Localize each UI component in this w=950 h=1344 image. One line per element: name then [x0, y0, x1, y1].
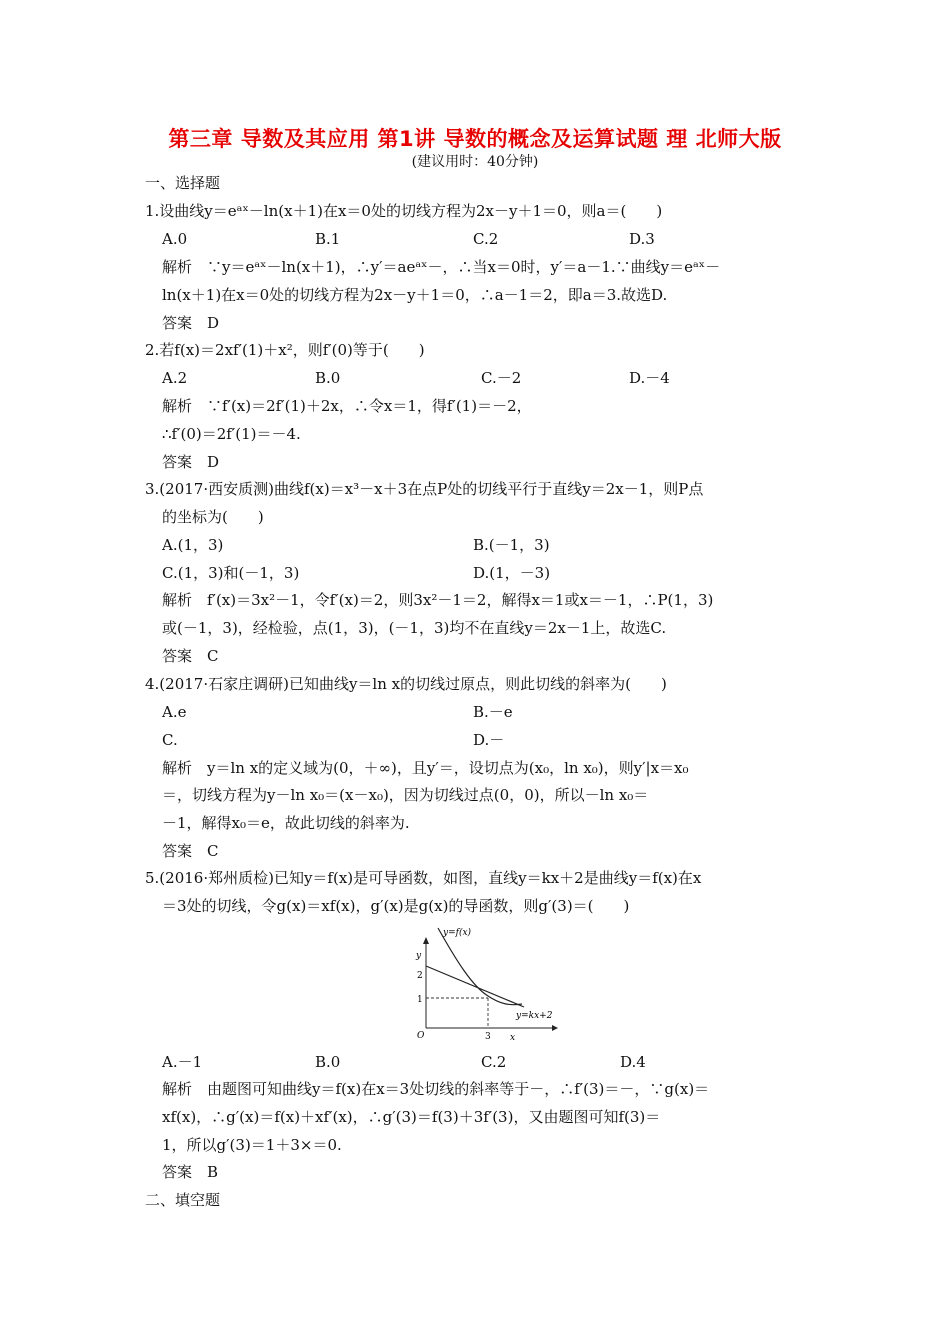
q5-option-b: B.0 — [315, 1053, 341, 1071]
x-tick-3: 3 — [485, 1032, 491, 1042]
y-axis-label: y — [416, 951, 422, 961]
x-axis-label: x — [510, 1033, 516, 1042]
q5-stem: 5.(2016·郑州质检)已知y＝f(x)是可导函数，如图，直线y＝kx＋2是曲线y＝f(x)在x — [145, 869, 702, 887]
q5-option-d: D.4 — [620, 1053, 646, 1071]
q2-answer: 答案 D — [162, 453, 220, 471]
q5-analysis-cont-2: 1，所以g′(3)＝1＋3×＝0. — [162, 1136, 342, 1154]
q1-stem: 1.设曲线y＝eᵃˣ－ln(x＋1)在x＝0处的切线方程为2x－y＋1＝0，则a＝( ) — [145, 202, 663, 220]
page-subtitle: (建议用时：40分钟) — [411, 154, 539, 170]
q2-analysis: 解析 ∵f′(x)＝2f′(1)＋2x，∴令x＝1，得f′(1)＝－2， — [162, 397, 532, 415]
q3-option-a: A.(1，3) — [162, 536, 224, 554]
q2-option-a: A.2 — [162, 369, 188, 387]
q4-option-c: C. — [162, 731, 178, 749]
q3-option-c: C.(1，3)和(－1，3) — [162, 564, 300, 582]
q1-option-d: D.3 — [629, 230, 655, 248]
q5-option-a: A.－1 — [162, 1053, 203, 1071]
q1-option-b: B.1 — [315, 230, 341, 248]
q3-analysis-cont: 或(－1，3)，经检验，点(1，3)，(－1，3)均不在直线y＝2x－1上，故选C. — [162, 619, 667, 637]
q1-answer: 答案 D — [162, 314, 220, 332]
q4-analysis-cont-2: －1，解得x₀＝e，故此切线的斜率为. — [162, 814, 410, 832]
y-tick-2: 2 — [417, 971, 423, 981]
tangent-line-figure — [412, 920, 562, 1042]
q1-option-a: A.0 — [162, 230, 188, 248]
q3-stem-cont: 的坐标为( ) — [162, 508, 264, 526]
q4-analysis-cont: ＝，切线方程为y－ln x₀＝(x－x₀)，因为切线过点(0，0)，所以－ln x₀＝ — [162, 786, 649, 804]
q4-answer: 答案 C — [162, 842, 219, 860]
q3-analysis: 解析 f′(x)＝3x²－1，令f′(x)＝2，则3x²－1＝2，解得x＝1或x＝－1，∴P(1，3) — [162, 591, 714, 609]
curve-fx — [438, 928, 522, 1005]
y-tick-1: 1 — [417, 995, 423, 1005]
q4-option-a: A.e — [162, 703, 187, 721]
q3-option-d: D.(1，－3) — [473, 564, 551, 582]
q4-option-d: D.－ — [473, 731, 505, 749]
q2-option-c: C.－2 — [481, 369, 522, 387]
tangent-label: y=kx+2 — [516, 1011, 553, 1021]
q1-analysis: 解析 ∵y＝eᵃˣ－ln(x＋1)，∴y′＝aeᵃˣ－，∴当x＝0时，y′＝a－1.∵曲线y＝eᵃˣ－ — [162, 258, 721, 276]
q4-analysis: 解析 y＝ln x的定义域为(0，＋∞)，且y′＝，设切点为(x₀，ln x₀)，则y′|x＝x₀ — [162, 759, 689, 777]
q3-stem: 3.(2017·西安质测)曲线f(x)＝x³－x＋3在点P处的切线平行于直线y＝2x－1，则P点 — [145, 480, 704, 498]
q5-stem-cont: ＝3处的切线，令g(x)＝xf(x)，g′(x)是g(x)的导函数，则g′(3)＝( ) — [162, 897, 630, 915]
origin-label: O — [417, 1031, 425, 1041]
section-heading-choice: 一、选择题 — [145, 174, 221, 192]
page-title: 第三章 导数及其应用 第1讲 导数的概念及运算试题 理 北师大版 — [168, 127, 782, 151]
q5-option-c: C.2 — [481, 1053, 507, 1071]
q2-option-d: D.－4 — [629, 369, 670, 387]
section-heading-fill: 二、填空题 — [145, 1191, 221, 1209]
q3-answer: 答案 C — [162, 647, 219, 665]
q5-analysis-cont: xf(x)，∴g′(x)＝f(x)＋xf′(x)，∴g′(3)＝f(3)＋3f′(3)，又由题图可知f(3)＝ — [162, 1108, 661, 1126]
q1-option-c: C.2 — [473, 230, 499, 248]
q2-stem: 2.若f(x)＝2xf′(1)＋x²，则f′(0)等于( ) — [145, 341, 425, 359]
tangent-line — [426, 966, 524, 1007]
q3-option-b: B.(－1，3) — [473, 536, 550, 554]
q5-answer: 答案 B — [162, 1163, 219, 1181]
x-axis-arrow — [552, 1025, 558, 1031]
q4-option-b: B.－e — [473, 703, 513, 721]
q5-analysis: 解析 由题图可知曲线y＝f(x)在x＝3处切线的斜率等于－，∴f′(3)＝－，∵g(x)＝ — [162, 1080, 710, 1098]
q1-analysis-cont: ln(x＋1)在x＝0处的切线方程为2x－y＋1＝0，∴a－1＝2，即a＝3.故选D. — [162, 286, 668, 304]
y-axis-arrow — [423, 937, 429, 944]
q2-analysis-cont: ∴f′(0)＝2f′(1)＝－4. — [162, 425, 301, 443]
q2-option-b: B.0 — [315, 369, 341, 387]
curve-label: y=f(x) — [443, 928, 472, 938]
q4-stem: 4.(2017·石家庄调研)已知曲线y＝ln x的切线过原点，则此切线的斜率为( ) — [145, 675, 667, 693]
